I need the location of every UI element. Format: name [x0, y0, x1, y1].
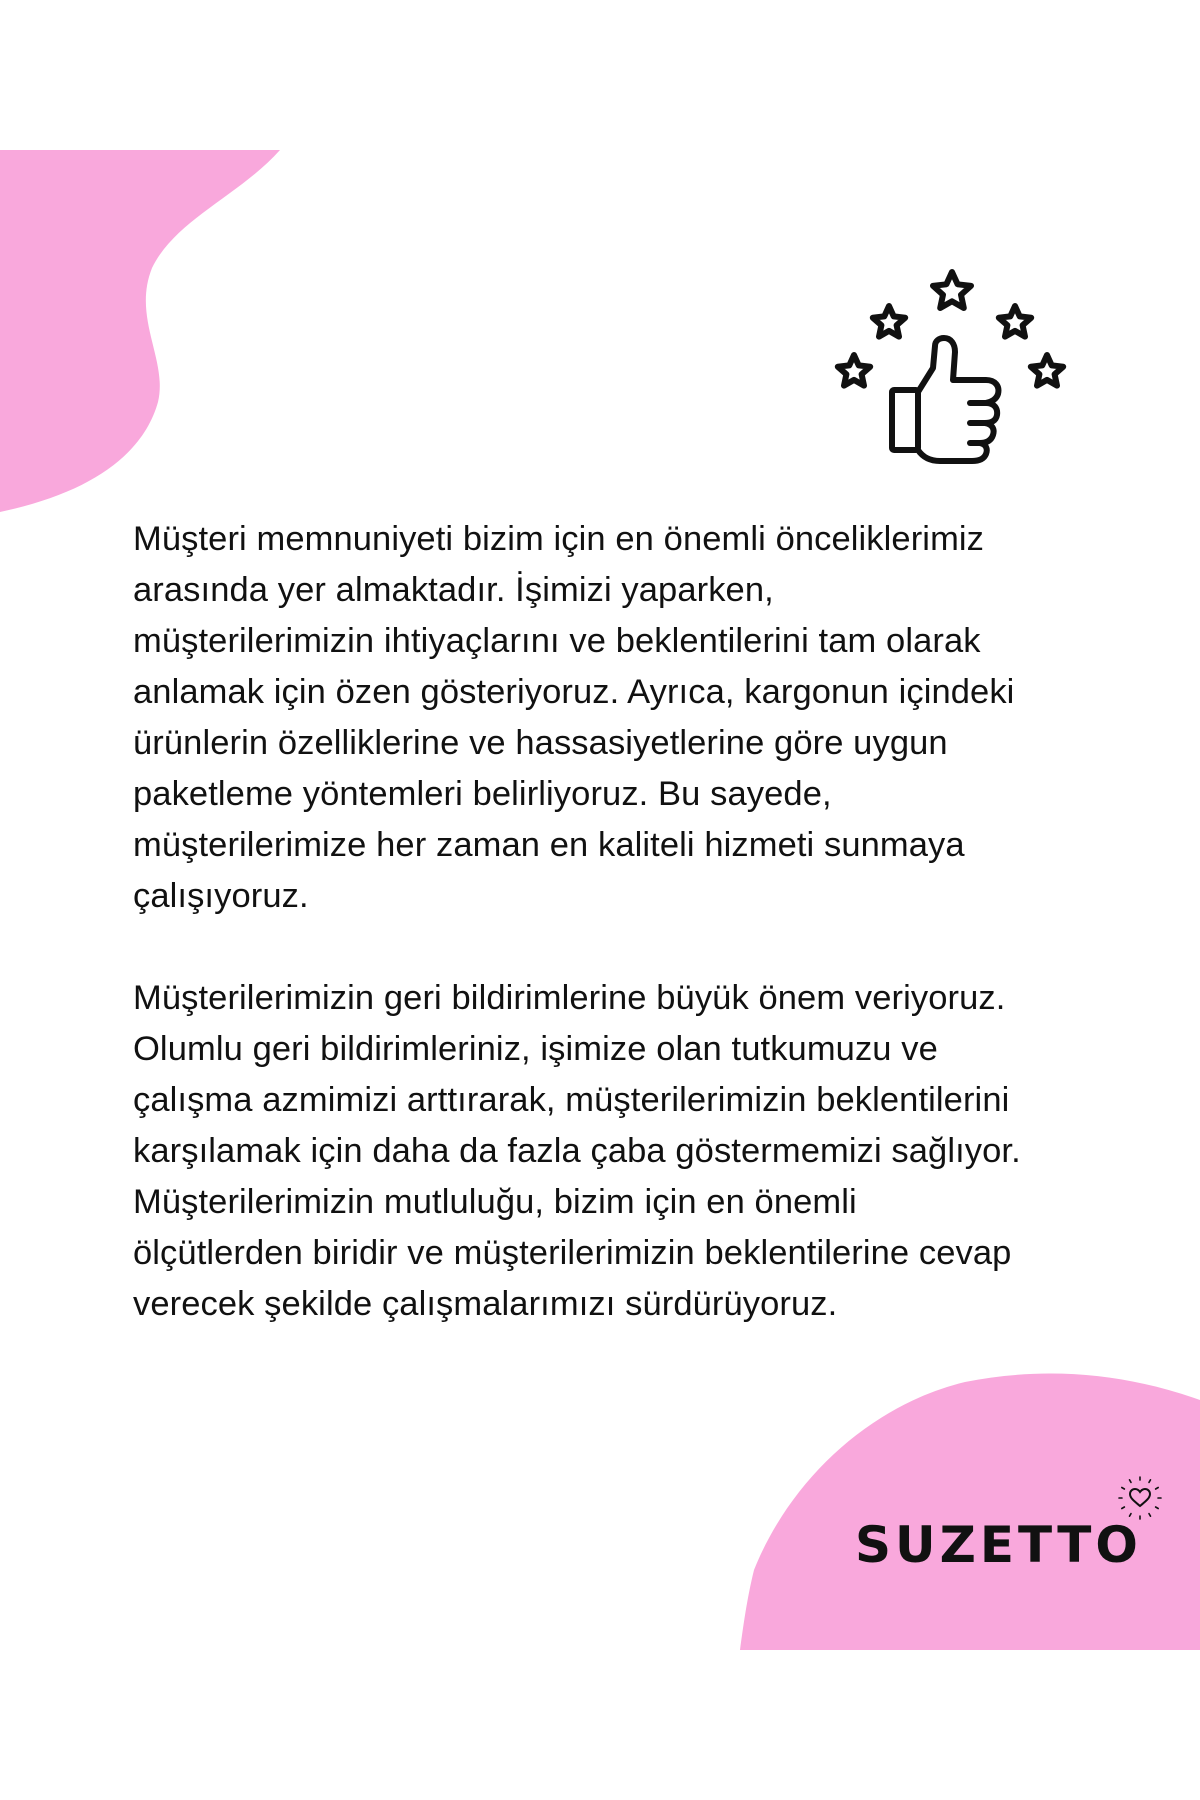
paragraph-feedback: Müşterilerimizin geri bildirimlerine büyük önem veriyoruz. Olumlu geri bildirimleriniz, işimize olan tutkumuzu ve çalışma azmimizi arttırarak, müşterilerimizin beklentilerini karşılamak için daha da fazla çaba göstermemizi sağlıyor. Müşterilerimizin mutluluğu, bizim için en önemli ölçütlerden biridir ve müşterilerimizin beklentilerine cevap verecek şekilde çalışmalarımızı sürdürüyoruz.: [133, 979, 1021, 1323]
brand-name: SUZETTO: [855, 1516, 1142, 1574]
star-icon: [1031, 355, 1063, 386]
star-icon: [873, 306, 905, 337]
thumbs-up-cuff: [892, 390, 918, 450]
decorative-blob-top-left: [0, 0, 300, 540]
heart-burst-icon: [1117, 1475, 1163, 1521]
brand-logo: [855, 1475, 1175, 1574]
star-icon: [933, 272, 971, 308]
paragraph-satisfaction: Müşteri memnuniyeti bizim için en önemli önceliklerimiz arasında yer almaktadır. İşimizi yaparken, müşterilerimizin ihtiyaçlarını ve beklentilerini tam olarak anlamak için özen gösteriyoruz. Ayrıca, kargonun içindeki ürünlerin özelliklerine ve hassasiyetlerine göre uygun paketleme yöntemleri belirliyoruz. Bu sayede, müşterilerimize her zaman en kaliteli hizmeti sunmaya çalışıyoruz.: [133, 520, 1015, 915]
thumbs-up-hand: [918, 338, 998, 461]
star-icon: [838, 355, 870, 386]
thumbs-up-with-five-stars-icon: [820, 262, 1080, 472]
body-text: [133, 514, 1093, 1330]
blob-top-left-shape: [0, 150, 280, 512]
star-icon: [999, 306, 1031, 337]
